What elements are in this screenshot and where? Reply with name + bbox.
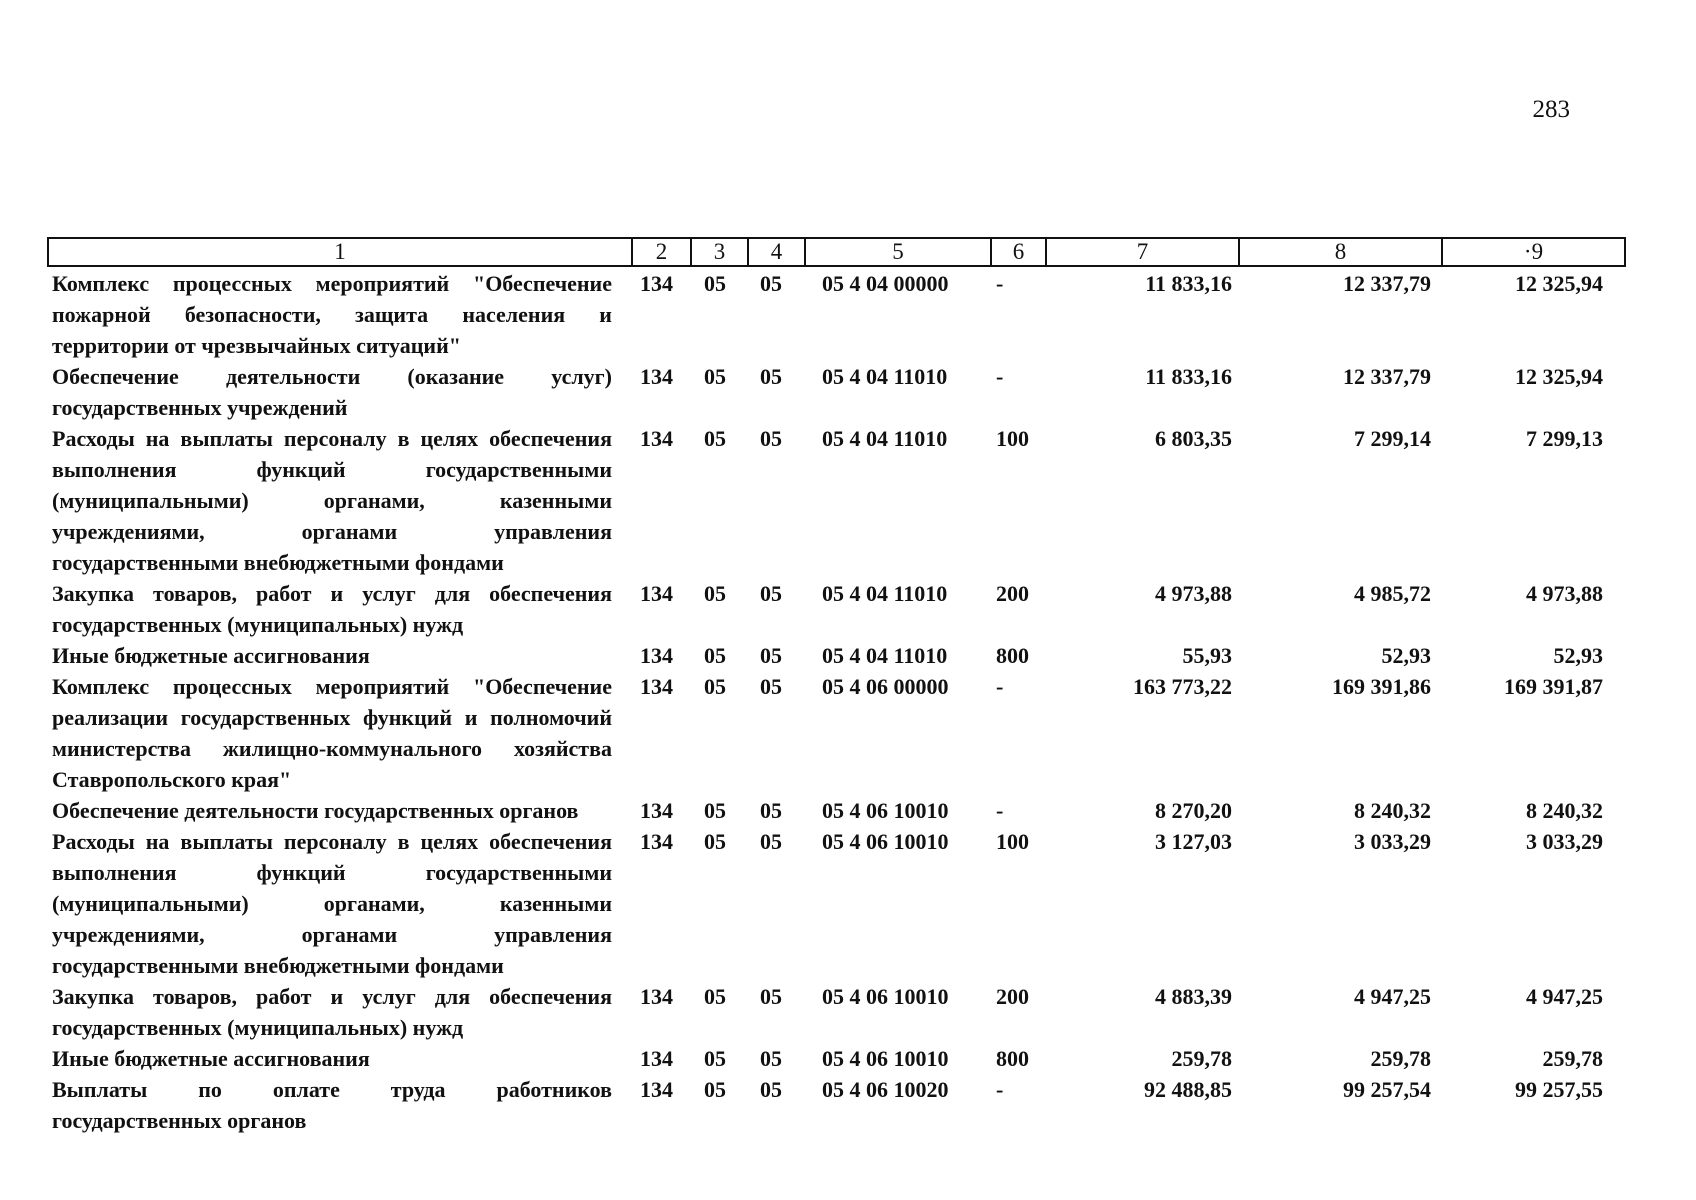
column-header: 4 [748,238,805,266]
row-description-line: реализации государственных функций и полномочий [52,705,612,730]
cell-amount-year-3: 7 299,13 [1526,426,1603,451]
cell-ministry-code: 134 [640,1046,673,1071]
cell-expense-type: - [996,271,1004,296]
cell-target-article: 05 4 06 10010 [822,798,949,823]
row-description-line: (муниципальными) органами, казенными [52,488,612,513]
row-description-line: территории от чрезвычайных ситуаций" [52,333,461,358]
column-header: ·9 [1442,238,1625,266]
cell-section: 05 [704,798,726,823]
cell-ministry-code: 134 [640,984,673,1009]
cell-target-article: 05 4 04 11010 [822,364,948,389]
row-description-line: Обеспечение деятельности (оказание услуг) [52,364,612,389]
row-description-line: министерства жилищно-коммунального хозяйства [52,736,612,761]
cell-expense-type: 200 [996,984,1029,1009]
row-description [52,268,612,361]
cell-section: 05 [704,643,726,668]
cell-ministry-code: 134 [640,643,673,668]
row-description-line: Комплекс процессных мероприятий "Обеспечение [52,271,612,296]
column-header: 3 [691,238,748,266]
row-description [52,795,612,826]
cell-subsection: 05 [760,643,782,668]
cell-section: 05 [704,581,726,606]
cell-amount-year-1: 11 833,16 [1145,364,1232,389]
cell-amount-year-3: 52,93 [1553,643,1603,668]
cell-amount-year-3: 169 391,87 [1504,674,1603,699]
row-description-line: Закупка товаров, работ и услуг для обеспечения [52,581,612,606]
cell-target-article: 05 4 06 10010 [822,984,949,1009]
cell-amount-year-2: 52,93 [1381,643,1431,668]
row-description [52,361,612,423]
cell-expense-type: 200 [996,581,1029,606]
cell-target-article: 05 4 06 00000 [822,674,949,699]
cell-target-article: 05 4 04 11010 [822,426,948,451]
column-header: 1 [48,238,632,266]
cell-target-article: 05 4 04 11010 [822,643,948,668]
cell-amount-year-3: 12 325,94 [1515,271,1603,296]
column-header: 7 [1046,238,1239,266]
cell-amount-year-1: 55,93 [1182,643,1232,668]
column-header: 8 [1239,238,1442,266]
cell-subsection: 05 [760,426,782,451]
row-description-line: Иные бюджетные ассигнования [52,643,370,668]
cell-subsection: 05 [760,364,782,389]
cell-section: 05 [704,674,726,699]
cell-expense-type: - [996,1077,1004,1102]
row-description [52,640,612,671]
row-description-line: (муниципальными) органами, казенными [52,891,612,916]
row-description-line: государственных органов [52,1108,307,1133]
cell-section: 05 [704,271,726,296]
cell-amount-year-2: 4 985,72 [1354,581,1431,606]
row-description-line: Расходы на выплаты персоналу в целях обеспечения [52,426,612,451]
row-description-line: государственными внебюджетными фондами [52,550,504,575]
cell-section: 05 [704,426,726,451]
page-number: 283 [1532,96,1570,123]
cell-amount-year-1: 163 773,22 [1133,674,1232,699]
cell-expense-type: 100 [996,829,1029,854]
cell-ministry-code: 134 [640,581,673,606]
row-description [52,578,612,640]
row-description-line: пожарной безопасности, защита населения и [52,302,612,327]
cell-expense-type: - [996,674,1004,699]
cell-ministry-code: 134 [640,798,673,823]
cell-subsection: 05 [760,581,782,606]
cell-amount-year-1: 259,78 [1171,1046,1232,1071]
cell-amount-year-2: 4 947,25 [1354,984,1431,1009]
column-header-row [48,238,1625,266]
cell-amount-year-2: 7 299,14 [1354,426,1431,451]
cell-amount-year-3: 259,78 [1542,1046,1603,1071]
row-description-line: выполнения функций государственными [52,860,612,885]
column-header-table [47,237,1626,267]
cell-subsection: 05 [760,984,782,1009]
row-description [52,1074,612,1136]
cell-target-article: 05 4 06 10010 [822,829,949,854]
column-header: 2 [632,238,691,266]
cell-amount-year-1: 11 833,16 [1145,271,1232,296]
cell-amount-year-3: 8 240,32 [1526,798,1603,823]
row-description-line: учреждениями, органами управления [52,922,612,947]
cell-amount-year-3: 4 973,88 [1526,581,1603,606]
cell-subsection: 05 [760,1077,782,1102]
cell-target-article: 05 4 04 11010 [822,581,948,606]
row-description-line: государственными внебюджетными фондами [52,953,504,978]
row-description-line: Обеспечение деятельности государственных органов [52,798,579,823]
cell-ministry-code: 134 [640,674,673,699]
cell-target-article: 05 4 06 10020 [822,1077,949,1102]
row-description-line: государственных (муниципальных) нужд [52,612,464,637]
cell-section: 05 [704,364,726,389]
cell-amount-year-2: 99 257,54 [1343,1077,1431,1102]
row-description-line: государственных учреждений [52,395,348,420]
cell-amount-year-3: 3 033,29 [1526,829,1603,854]
cell-section: 05 [704,984,726,1009]
row-description [52,671,612,795]
cell-amount-year-1: 4 973,88 [1155,581,1232,606]
row-description-line: Комплекс процессных мероприятий "Обеспечение [52,674,612,699]
cell-subsection: 05 [760,829,782,854]
cell-amount-year-1: 4 883,39 [1155,984,1232,1009]
cell-expense-type: 100 [996,426,1029,451]
row-description-line: учреждениями, органами управления [52,519,612,544]
cell-amount-year-1: 6 803,35 [1155,426,1232,451]
cell-ministry-code: 134 [640,829,673,854]
row-description-line: Иные бюджетные ассигнования [52,1046,370,1071]
cell-amount-year-2: 12 337,79 [1343,364,1431,389]
cell-ministry-code: 134 [640,1077,673,1102]
cell-amount-year-2: 169 391,86 [1332,674,1431,699]
column-header: 5 [805,238,991,266]
cell-section: 05 [704,1077,726,1102]
cell-amount-year-3: 99 257,55 [1515,1077,1603,1102]
row-description [52,981,612,1043]
cell-amount-year-3: 12 325,94 [1515,364,1603,389]
cell-amount-year-3: 4 947,25 [1526,984,1603,1009]
cell-amount-year-1: 92 488,85 [1144,1077,1232,1102]
row-description-line: Закупка товаров, работ и услуг для обеспечения [52,984,612,1009]
cell-amount-year-1: 3 127,03 [1155,829,1232,854]
column-header: 6 [991,238,1046,266]
cell-expense-type: - [996,798,1004,823]
row-description [52,1043,612,1074]
row-description-line: Расходы на выплаты персоналу в целях обеспечения [52,829,612,854]
cell-ministry-code: 134 [640,364,673,389]
cell-ministry-code: 134 [640,426,673,451]
row-description [52,826,612,981]
row-description [52,423,612,578]
cell-section: 05 [704,829,726,854]
cell-subsection: 05 [760,1046,782,1071]
cell-subsection: 05 [760,798,782,823]
cell-subsection: 05 [760,271,782,296]
row-description-line: Выплаты по оплате труда работников [52,1077,612,1102]
cell-expense-type: 800 [996,643,1029,668]
row-description-line: Ставропольского края" [52,767,292,792]
row-description-line: государственных (муниципальных) нужд [52,1015,464,1040]
cell-amount-year-1: 8 270,20 [1155,798,1232,823]
cell-amount-year-2: 3 033,29 [1354,829,1431,854]
cell-expense-type: - [996,364,1004,389]
cell-ministry-code: 134 [640,271,673,296]
cell-amount-year-2: 8 240,32 [1354,798,1431,823]
cell-amount-year-2: 12 337,79 [1343,271,1431,296]
cell-amount-year-2: 259,78 [1370,1046,1431,1071]
cell-target-article: 05 4 04 00000 [822,271,949,296]
cell-target-article: 05 4 06 10010 [822,1046,949,1071]
cell-expense-type: 800 [996,1046,1029,1071]
row-description-line: выполнения функций государственными [52,457,612,482]
cell-subsection: 05 [760,674,782,699]
cell-section: 05 [704,1046,726,1071]
